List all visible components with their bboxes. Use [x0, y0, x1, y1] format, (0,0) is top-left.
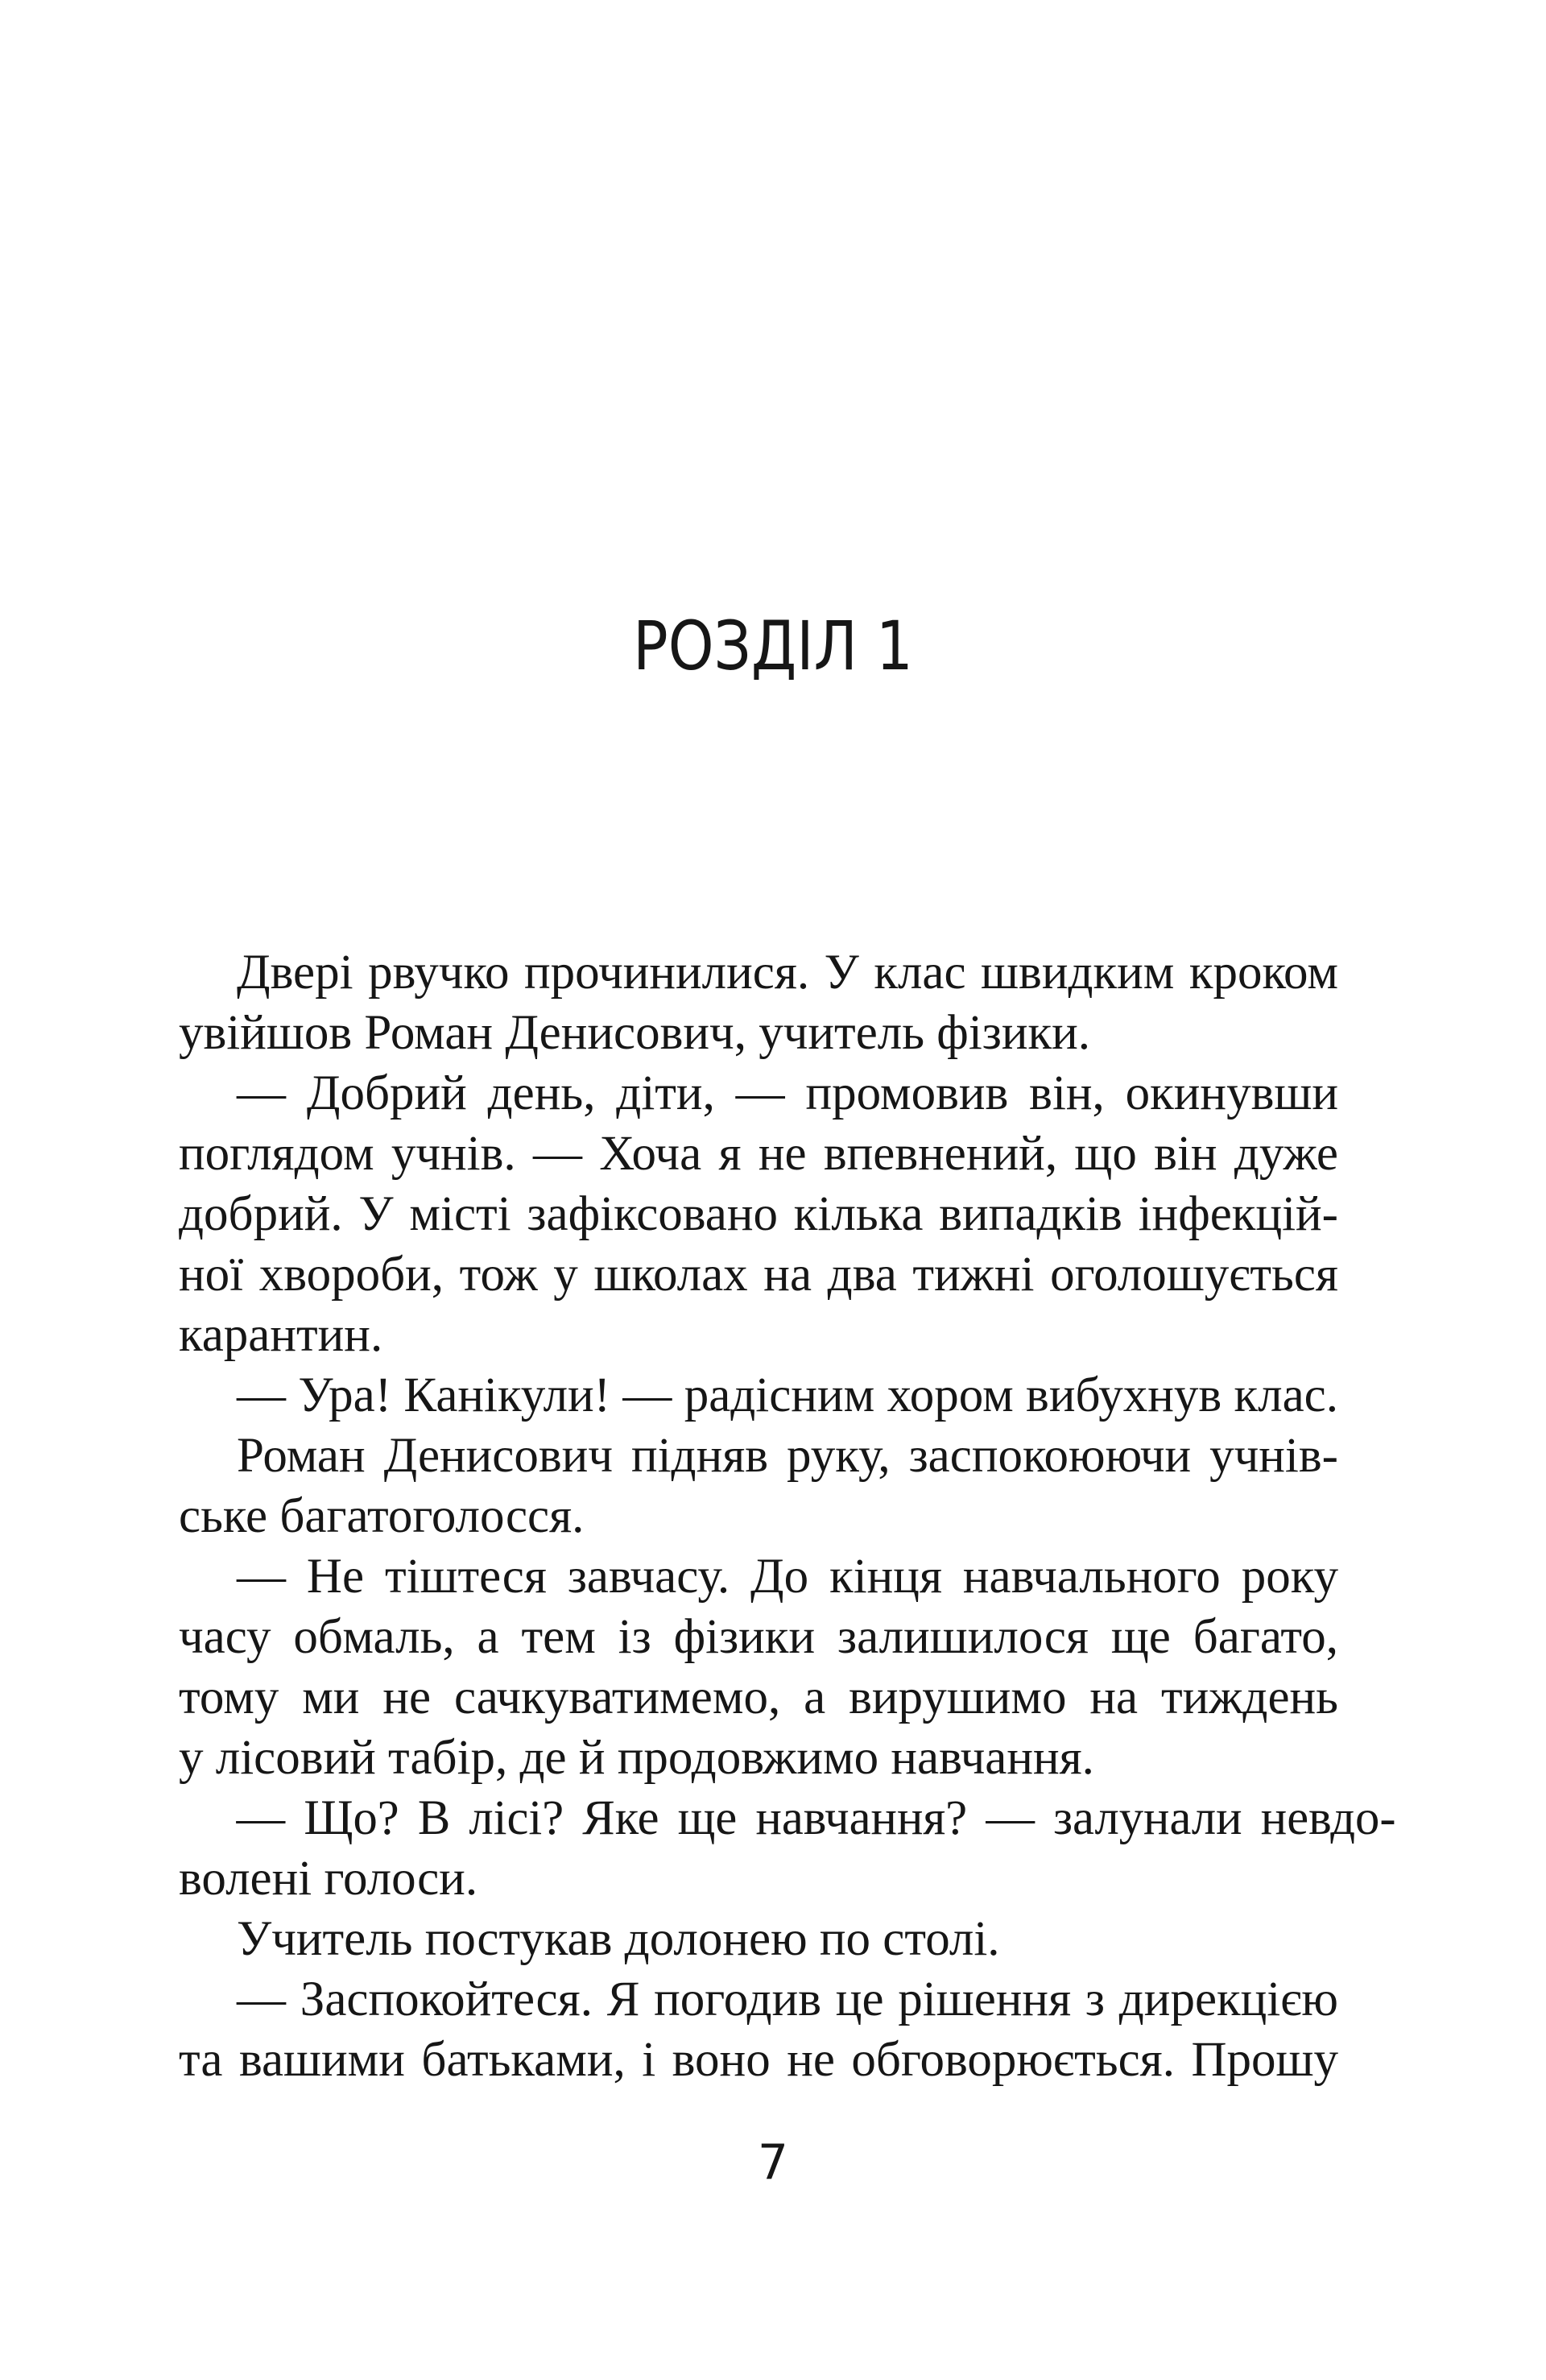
- text-line: добрий. У місті зафіксовано кілька випадків інфекцій-: [179, 1187, 1338, 1241]
- text-line: у лісовий табір, де й продовжимо навчання.: [179, 1731, 1094, 1785]
- text-line: тому ми не сачкуватимемо, а вирушимо на тиждень: [179, 1670, 1338, 1724]
- page-number: 7: [757, 2134, 789, 2191]
- text-line: — Ура! Канікули! — радісним хором вибухнув клас.: [237, 1368, 1338, 1422]
- text-line: — Не тіштеся завчасу. До кінця навчального року: [237, 1550, 1338, 1604]
- text-line: — Добрий день, діти, — промовив він, окинувши: [237, 1066, 1338, 1120]
- text-line: часу обмаль, а тем із фізики залишилося ще багато,: [179, 1610, 1338, 1664]
- text-line: ське багатоголосся.: [179, 1489, 585, 1543]
- text-line: поглядом учнів. — Хоча я не впевнений, що він дуже: [179, 1127, 1338, 1181]
- text-line: Роман Денисович підняв руку, заспокоюючи учнів-: [237, 1429, 1338, 1483]
- text-line: увійшов Роман Денисович, учитель фізики.: [179, 1006, 1091, 1060]
- text-line: Двері рвучко прочинилися. У клас швидким кроком: [237, 946, 1338, 1000]
- text-line: — Що? В лісі? Яке ще навчання? — залунали невдо-: [236, 1791, 1396, 1845]
- text-line: карантин.: [179, 1308, 383, 1362]
- text-line: Учитель постукав долонею по столі.: [237, 1912, 1000, 1966]
- text-line: — Заспокойтеся. Я погодив це рішення з дирекцією: [237, 1972, 1338, 2026]
- text-line: та вашими батьками, і воно не обговорюється. Прошу: [179, 2033, 1338, 2087]
- text-line: волені голоси.: [179, 1852, 478, 1906]
- text-line: ної хвороби, тож у школах на два тижні оголошується: [179, 1248, 1338, 1302]
- chapter-title: РОЗДІЛ 1: [633, 606, 913, 685]
- body-text: [179, 942, 1396, 2090]
